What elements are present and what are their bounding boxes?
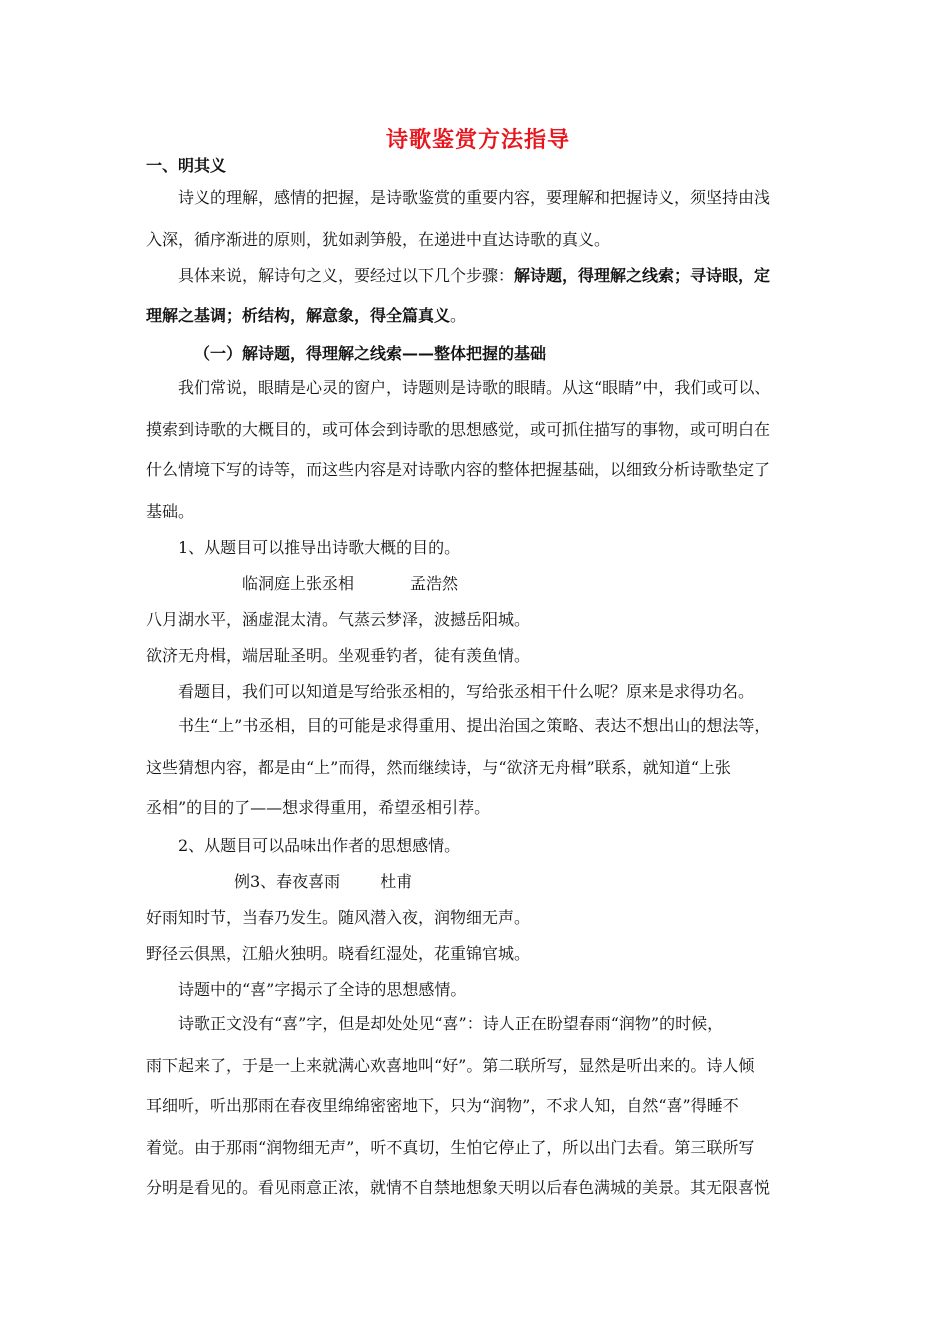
paragraph-line: 入深，循序渐进的原则，犹如剥笋般，在递进中直达诗歌的真义。	[146, 230, 611, 249]
list-item: 1、从题目可以推导出诗歌大概的目的。	[178, 538, 461, 557]
document-title: 诗歌鉴赏方法指导	[385, 128, 570, 153]
poem-title: 例3、春夜喜雨	[234, 872, 341, 891]
paragraph-line: 什么情境下写的诗等，而这些内容是对诗歌内容的整体把握基础，以细致分析诗歌垫定了	[146, 460, 771, 479]
paragraph-line: 我们常说，眼睛是心灵的窗户，诗题则是诗歌的眼睛。从这“眼睛”中，我们或可以、	[178, 378, 771, 397]
paragraph-line: 看题目，我们可以知道是写给张丞相的，写给张丞相干什么呢？原来是求得功名。	[178, 682, 755, 701]
poem-title: 临洞庭上张丞相	[242, 574, 355, 593]
paragraph-line: 分明是看见的。看见雨意正浓，就情不自禁地想象天明以后春色满城的美景。其无限喜悦	[146, 1178, 771, 1197]
poem-author: 孟浩然	[410, 574, 459, 593]
paragraph-line: 书生“上”书丞相，目的可能是求得重用、提出治国之策略、表达不想出山的想法等，	[178, 716, 771, 735]
paragraph-text: 具体来说，解诗句之义，要经过以下几个步骤：	[178, 266, 515, 285]
poem-line: 野径云俱黑，江船火独明。晓看红湿处，花重锦官城。	[146, 944, 531, 963]
paragraph-line: 雨下起来了，于是一上来就满心欢喜地叫“好”。第二联所写，显然是听出来的。诗人倾	[146, 1056, 755, 1075]
paragraph-text: 。	[450, 306, 467, 325]
paragraph-line	[146, 306, 466, 326]
paragraph-line: 诗歌正文没有“喜”字，但是却处处见“喜”：诗人正在盼望春雨“润物”的时候，	[178, 1014, 724, 1033]
poem-line: 八月湖水平，涵虚混太清。气蒸云梦泽，波撼岳阳城。	[146, 610, 531, 629]
poem-line: 欲济无舟楫，端居耻圣明。坐观垂钓者，徒有羡鱼情。	[146, 646, 531, 665]
paragraph-line: 耳细听，听出那雨在春夜里绵绵密密地下，只为“润物”，不求人知，自然“喜”得睡不	[146, 1096, 739, 1115]
list-item: 2、从题目可以品味出作者的思想感情。	[178, 836, 461, 855]
paragraph-line: 丞相”的目的了——想求得重用，希望丞相引荐。	[146, 798, 491, 817]
paragraph-bold-text: 解诗题，得理解之线索；寻诗眼，定	[514, 266, 771, 285]
paragraph-line: 诗义的理解，感情的把握，是诗歌鉴赏的重要内容，要理解和把握诗义，须坚持由浅	[178, 188, 771, 207]
paragraph-line: 着觉。由于那雨“润物细无声”，听不真切，生怕它停止了，所以出门去看。第三联所写	[146, 1138, 755, 1157]
paragraph-line: 这些猜想内容，都是由“上”而得，然而继续诗，与“欲济无舟楫”联系，就知道“上张	[146, 758, 731, 777]
section-heading: 一、明其义	[146, 156, 227, 175]
paragraph-line: 摸索到诗歌的大概目的，或可体会到诗歌的思想感觉，或可抓住描写的事物，或可明白在	[146, 420, 771, 439]
poem-author: 杜甫	[380, 872, 413, 891]
poem-title-line	[242, 574, 458, 594]
poem-line: 好雨知时节，当春乃发生。随风潜入夜，润物细无声。	[146, 908, 531, 927]
poem-title-line	[234, 872, 412, 892]
paragraph-line: 基础。	[146, 502, 195, 521]
paragraph-bold-text: 理解之基调；析结构，解意象，得全篇真义	[146, 306, 451, 325]
paragraph-line: 诗题中的“喜”字揭示了全诗的思想感情。	[178, 980, 467, 999]
paragraph-line	[178, 266, 770, 286]
subsection-heading: （一）解诗题，得理解之线索——整体把握的基础	[194, 344, 547, 363]
